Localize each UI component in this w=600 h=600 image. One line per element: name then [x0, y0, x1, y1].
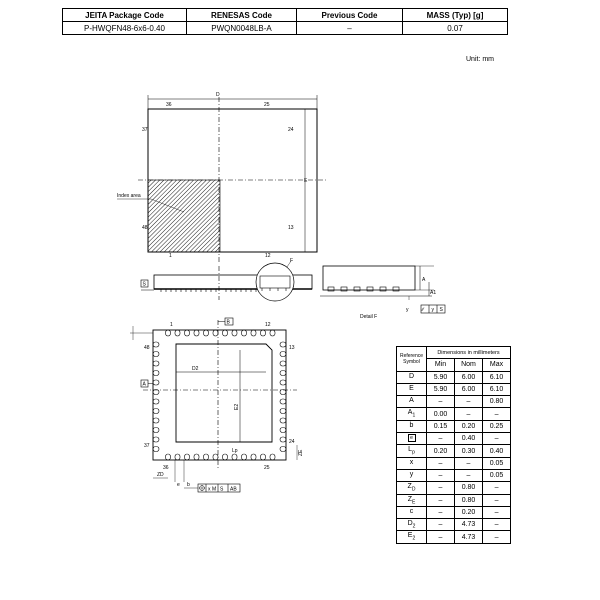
- index-area-label: Index area: [117, 193, 141, 199]
- index-area-hatch: [148, 180, 220, 252]
- max-header: Max: [483, 359, 511, 371]
- row-min: 5.90: [427, 383, 455, 395]
- svg-text:∕∕: ∕∕: [422, 307, 424, 313]
- row-nom: 4.73: [455, 531, 483, 543]
- label-a: A: [422, 277, 426, 283]
- label-e2: E2: [234, 403, 240, 410]
- row-symbol: D: [408, 372, 415, 380]
- label-ze: ZE: [298, 449, 304, 456]
- row-nom: 4.73: [455, 519, 483, 531]
- table-row: [397, 457, 511, 469]
- row-max: –: [483, 519, 511, 531]
- bottom-pin-48: 48: [144, 345, 150, 351]
- row-min: 0.15: [427, 420, 455, 432]
- renesas-code-header: RENESAS Code: [187, 9, 297, 22]
- bottom-view: [130, 318, 304, 493]
- mass-value: 0.07: [403, 22, 508, 35]
- row-symbol: y: [409, 470, 414, 478]
- row-symbol: D: [407, 520, 413, 528]
- row-min: –: [427, 469, 455, 481]
- table-row: $D_2$ – 4.73 –: [397, 519, 511, 531]
- row-symbol: e: [408, 434, 416, 442]
- detail-f-caption: Detail F: [360, 314, 378, 320]
- bottom-pin-25: 25: [264, 465, 270, 471]
- table-row: $Z_E$ – 0.80 –: [397, 494, 511, 506]
- label-zd: ZD: [157, 472, 164, 478]
- row-min: 5.90: [427, 371, 455, 383]
- row-max: –: [483, 482, 511, 494]
- bottom-pin-1: 1: [170, 322, 173, 328]
- pads-bottom: [166, 454, 276, 460]
- bottom-pin-13: 13: [289, 345, 295, 351]
- row-max: –: [483, 408, 511, 420]
- pin-12-label: 12: [265, 253, 271, 259]
- label-b: b: [187, 482, 190, 488]
- unit-note: Unit: mm: [466, 56, 494, 63]
- pads-left: [153, 342, 159, 452]
- pin-37-label: 37: [142, 127, 148, 133]
- row-symbol: c: [409, 507, 414, 515]
- jeita-code-header: JEITA Package Code: [63, 9, 187, 22]
- bottom-pin-36: 36: [163, 465, 169, 471]
- pin-48-label: 48: [142, 225, 148, 231]
- table-row: [397, 371, 511, 383]
- row-symbol: A: [407, 409, 413, 417]
- table-row: $E_2$ – 4.73 –: [397, 531, 511, 543]
- table-row: [397, 420, 511, 432]
- detail-body: [323, 266, 415, 290]
- row-max: 0.05: [483, 469, 511, 481]
- table-row: $Z_D$ – 0.80 –: [397, 482, 511, 494]
- label-lp: Lp: [232, 448, 238, 454]
- row-nom: 0.40: [455, 433, 483, 445]
- row-min: –: [427, 457, 455, 469]
- table-row: [397, 506, 511, 518]
- pads-right: [280, 342, 286, 452]
- table-row: [397, 383, 511, 395]
- previous-code-header: Previous Code: [297, 9, 403, 22]
- label-e: E: [304, 178, 308, 184]
- bottom-pin-37: 37: [144, 443, 150, 449]
- detail-f-circle: [256, 263, 294, 301]
- row-max: 0.80: [483, 396, 511, 408]
- min-header: Min: [427, 359, 455, 371]
- table-row: $A_1$ 0.00 – –: [397, 408, 511, 420]
- bottom-outline: [153, 330, 286, 460]
- dimensions-table: [396, 346, 511, 544]
- pin-36-label: 36: [166, 102, 172, 108]
- row-min: –: [427, 494, 455, 506]
- row-max: –: [483, 433, 511, 445]
- row-symbol: A: [409, 397, 414, 405]
- row-min: –: [427, 396, 455, 408]
- row-min: –: [427, 506, 455, 518]
- label-d2: D2: [192, 366, 199, 372]
- fcf-m: M: [212, 486, 217, 493]
- row-nom: 0.30: [455, 445, 483, 457]
- row-min: –: [427, 519, 455, 531]
- row-nom: –: [455, 457, 483, 469]
- row-symbol: E: [407, 532, 413, 540]
- row-max: 0.40: [483, 445, 511, 457]
- row-symbol: b: [409, 421, 414, 429]
- row-symbol: x: [409, 458, 414, 466]
- row-min: 0.00: [427, 408, 455, 420]
- row-max: –: [483, 506, 511, 518]
- row-nom: –: [455, 396, 483, 408]
- pin-25-label: 25: [264, 102, 270, 108]
- label-a1: A1: [430, 290, 437, 296]
- bottom-pin-24: 24: [289, 439, 295, 445]
- reference-symbol-header: Reference Symbol: [397, 347, 427, 372]
- row-symbol: E: [409, 384, 414, 392]
- row-nom: 0.80: [455, 482, 483, 494]
- renesas-code-value: PWQN0048LB-A: [187, 22, 297, 35]
- row-max: 6.10: [483, 383, 511, 395]
- row-symbol: Z: [407, 495, 412, 503]
- fcf-ab: AB: [230, 486, 237, 493]
- table-row: [397, 433, 511, 445]
- row-min: –: [427, 482, 455, 494]
- jeita-code-value: P-HWQFN48-6x6-0.40: [63, 22, 187, 35]
- row-nom: 0.80: [455, 494, 483, 506]
- row-nom: 6.00: [455, 383, 483, 395]
- row-symbol: Z: [407, 483, 412, 491]
- fcf-y: y: [431, 307, 434, 313]
- table-row: $L_p$ 0.20 0.30 0.40: [397, 445, 511, 457]
- pin-1-label: 1: [169, 253, 172, 259]
- datum-a-label: A: [142, 381, 146, 388]
- pin-24-label: 24: [288, 127, 294, 133]
- mass-header: MASS (Typ) [g]: [403, 9, 508, 22]
- row-nom: 0.20: [455, 420, 483, 432]
- bottom-pin-12: 12: [265, 322, 271, 328]
- dimensions-caption: Dimensions in millimeters: [427, 347, 511, 359]
- label-y: y: [406, 307, 409, 313]
- fcf-s: S: [439, 307, 443, 313]
- table-row: [397, 396, 511, 408]
- label-f: F: [290, 258, 294, 264]
- table-row: [397, 469, 511, 481]
- row-nom: 0.20: [455, 506, 483, 518]
- row-max: –: [483, 531, 511, 543]
- row-max: –: [483, 494, 511, 506]
- row-nom: –: [455, 469, 483, 481]
- row-nom: –: [455, 408, 483, 420]
- detail-f-view: [320, 266, 445, 320]
- datum-b-label: B: [226, 319, 230, 326]
- pads-top: [166, 330, 276, 336]
- previous-code-value: –: [297, 22, 403, 35]
- datum-s-label: S: [142, 281, 146, 288]
- row-min: –: [427, 433, 455, 445]
- fcf-x: x: [208, 486, 211, 493]
- side-view: [141, 258, 312, 301]
- pin-13-label: 13: [288, 225, 294, 231]
- row-max: 6.10: [483, 371, 511, 383]
- row-nom: 6.00: [455, 371, 483, 383]
- row-max: 0.05: [483, 457, 511, 469]
- row-min: –: [427, 531, 455, 543]
- exposed-pad: [176, 344, 272, 442]
- label-e-pitch: e: [177, 482, 180, 488]
- label-d: D: [216, 92, 220, 98]
- fcf-s-bottom: S: [220, 486, 224, 493]
- row-symbol: L: [408, 446, 413, 454]
- row-min: 0.20: [427, 445, 455, 457]
- nom-header: Nom: [455, 359, 483, 371]
- row-max: 0.25: [483, 420, 511, 432]
- top-view: [117, 92, 328, 262]
